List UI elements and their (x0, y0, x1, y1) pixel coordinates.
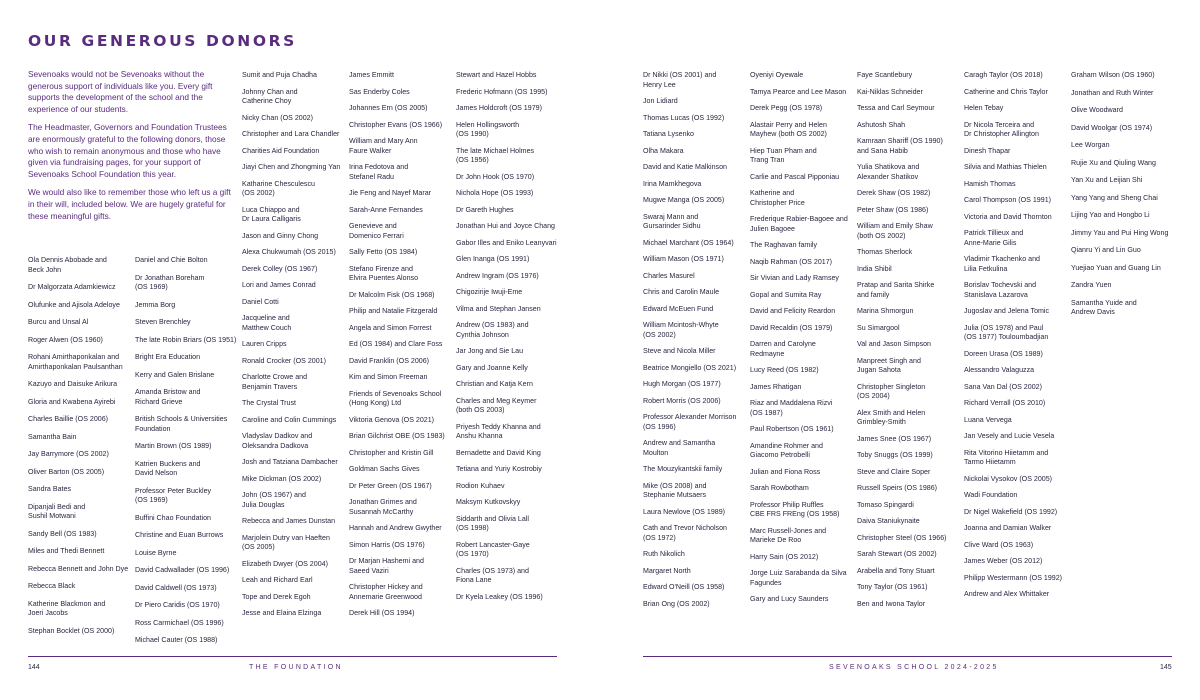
donor-entry: Helen Tebay (964, 104, 1004, 112)
page-number-left: 144 (28, 664, 40, 671)
page-number-right: 145 (1160, 664, 1172, 671)
donor-entry: Lucy Reed (OS 1982) (750, 366, 819, 374)
donor-entry: Derek Shaw (OS 1982) (857, 189, 931, 197)
donor-entry: Katherine Blackmon and Joeri Jacobs (28, 599, 106, 617)
donor-entry: Jemma Borg (135, 300, 176, 309)
donor-entry: Wadi Foundation (964, 491, 1018, 499)
donor-entry: Manpreet Singh and Jugan Sahota (857, 356, 921, 374)
donor-entry: Stewart and Hazel Hobbs (456, 71, 537, 79)
donor-entry: Amanda Bristow and Richard Grieve (135, 388, 201, 406)
donor-entry: Jar Jong and Sie Lau (456, 347, 524, 355)
donor-entry: Dr Gareth Hughes (456, 205, 514, 214)
donor-entry: Val and Jason Simpson (857, 340, 932, 348)
donor-entry: Brian Gilchrist OBE (OS 1983) (349, 432, 445, 440)
donor-entry: Jan Vesely and Lucie Vesela (964, 432, 1055, 440)
donor-entry: David Woolgar (OS 1974) (1071, 123, 1153, 132)
donor-entry: Christopher Evans (OS 1966) (349, 120, 443, 129)
donor-entry: David and Katie Malkinson (643, 163, 727, 171)
donor-entry: Jesse and Elaina Elzinga (242, 609, 322, 617)
donor-entry: Brian Ong (OS 2002) (643, 599, 710, 608)
donor-entry: Borislav Tochevski and Stanislava Lazarova (964, 281, 1037, 299)
donor-entry: Andrew and Alex Whittaker (964, 590, 1050, 598)
donor-entry: Marjolein Dutry van Haeften (OS 2005) (242, 533, 330, 551)
donor-entry: Carlie and Pascal Pipponiau (750, 172, 840, 181)
donor-entry: Julia (OS 1978) and Paul (OS 1977) Touloumbadjian (964, 323, 1049, 341)
donor-entry: Dr Peter Green (OS 1967) (349, 481, 432, 490)
donor-entry: Gary and Lucy Saunders (750, 595, 829, 603)
footer-publication-label: SEVENOAKS SCHOOL 2024-2025 (829, 664, 999, 671)
donor-entry: Charles and Meg Keymer (both OS 2003) (456, 396, 537, 414)
donor-entry: Jimmy Yau and Pui Hing Wong (1071, 228, 1169, 237)
donor-entry: Hugh Morgan (OS 1977) (643, 380, 721, 388)
donor-entry: Jonathan and Ruth Winter (1071, 88, 1154, 97)
donor-entry: Edward O'Neill (OS 1958) (643, 583, 725, 591)
donor-entry: James Weber (OS 2012) (964, 557, 1043, 565)
donor-entry: Ross Carmichael (OS 1996) (135, 618, 224, 627)
donor-entry: Richard Verrall (OS 2010) (964, 399, 1046, 407)
donor-entry: Cath and Trevor Nicholson (OS 1972) (643, 524, 727, 542)
donor-entry: Kerry and Galen Brislane (135, 370, 215, 379)
donor-entry: Helen Hollingsworth (OS 1990) (456, 120, 520, 138)
donor-entry: Christopher and Kristin Gill (349, 448, 434, 457)
donor-entry: Sandy Bell (OS 1983) (28, 529, 97, 538)
donor-entry: Jon Lidiard (643, 97, 678, 105)
donor-entry: Mike Dickman (OS 2002) (242, 474, 322, 483)
donor-entry: Michael Cauter (OS 1988) (135, 636, 218, 644)
donor-entry: Sumit and Puja Chadha (242, 71, 317, 79)
donor-entry: Rujie Xu and Qiuling Wang (1071, 158, 1156, 167)
donor-entry: Louise Byrne (135, 548, 177, 557)
donor-entry: John (OS 1967) and Julia Douglas (242, 491, 306, 509)
donor-entry: Priyesh Teddy Khanna and Anshu Khanna (456, 422, 541, 440)
donor-entry: Dr Nikki (OS 2001) and Henry Lee (643, 71, 717, 89)
donor-entry: David Cadwallader (OS 1996) (135, 566, 230, 574)
donor-entry: Laura Newlove (OS 1989) (643, 507, 726, 516)
donor-column (750, 71, 853, 612)
donor-entry: Joanna and Damian Walker (964, 524, 1052, 532)
donor-entry: Rebecca Black (28, 582, 76, 590)
donor-entry: Tessa and Carl Seymour (857, 104, 935, 112)
donor-entry: Ruth Nikolich (643, 550, 685, 558)
donor-entry: Graham Wilson (OS 1960) (1071, 71, 1155, 79)
donor-entry: Johnny Chan and Catherine Choy (242, 87, 298, 105)
donor-entry: Gloria and Kwabena Ayirebi (28, 397, 116, 406)
intro-paragraph: The Headmaster, Governors and Foundation Trustees are enormously grateful to the following donors, those who wish to remain anonymous and those who have given via fundraising pages, for your support of Sevenoaks School Foundation this year. (28, 122, 227, 179)
donor-entry: Rodion Kuhaev (456, 481, 505, 490)
donor-entry: Caragh Taylor (OS 2018) (964, 71, 1043, 79)
donor-entry: Su Simargool (857, 323, 900, 332)
donor-entry: Kai-Niklas Schneider (857, 87, 923, 96)
donor-entry: Sir Vivian and Lady Ramsey (750, 274, 839, 282)
donor-entry: Elizabeth Dwyer (OS 2004) (242, 559, 328, 568)
donor-entry: David Caldwell (OS 1973) (135, 583, 217, 592)
donor-entry: Siddarth and Olivia Lall (OS 1998) (456, 514, 529, 532)
donor-column (857, 71, 960, 616)
donor-entry: Katrien Buckens and David Nelson (135, 459, 201, 477)
donor-entry: Samantha Yuide and Andrew Davis (1071, 298, 1137, 316)
donor-entry: Lee Worgan (1071, 141, 1110, 149)
donor-entry: Harry Sain (OS 2012) (750, 552, 819, 561)
donor-entry: Rebecca Bennett and John Dye (28, 564, 129, 573)
donor-entry: Frederic Hofmann (OS 1995) (456, 87, 548, 96)
donor-entry: Josh and Tatziana Dambacher (242, 458, 338, 466)
donor-entry: Angela and Simon Forrest (349, 323, 432, 332)
donor-entry: Margaret North (643, 566, 691, 575)
footer-section-label: THE FOUNDATION (249, 664, 343, 671)
donor-entry: Irina Fedotova and Stefanel Radu (349, 163, 409, 181)
donor-entry: Dr Kyela Leakey (OS 1996) (456, 592, 543, 601)
donor-entry: Tatiana Lysenko (643, 130, 695, 138)
donor-entry: Burcu and Unsal Al (28, 318, 89, 326)
donor-entry: Caroline and Colin Cummings (242, 415, 337, 424)
donor-entry: Charlotte Crowe and Benjamin Travers (242, 373, 308, 391)
donor-entry: Yang Yang and Sheng Chai (1071, 193, 1158, 202)
donor-entry: Ola Dennis Abobade and Beck John (28, 256, 107, 274)
donor-entry: Christopher Hickey and Annemarie Greenwood (349, 583, 423, 601)
donor-entry: Sarah-Anne Fernandes (349, 205, 423, 214)
donor-entry: Daiva Staniukynaite (857, 517, 920, 525)
donor-column (28, 256, 131, 644)
donor-entry: Olha Makara (643, 146, 684, 155)
donor-entry: Thomas Sherlock (857, 248, 913, 256)
donor-entry: Jonathan Hui and Joyce Chang (456, 222, 555, 230)
donor-entry: India Shibil (857, 264, 892, 273)
donor-entry: Sas Enderby Coles (349, 87, 410, 96)
donor-entry: Katherine and Christopher Price (750, 189, 805, 207)
donor-entry: Christopher Steel (OS 1966) (857, 533, 947, 542)
donor-entry: Lijing Yao and Hongbo Li (1071, 211, 1150, 219)
donor-entry: Dr Nigel Wakefield (OS 1992) (964, 507, 1058, 516)
donor-entry: James Emmitt (349, 71, 394, 79)
donor-entry: Jacqueline and Matthew Couch (242, 314, 292, 332)
donor-entry: Robert Morris (OS 2006) (643, 396, 721, 405)
donor-entry: Olufunke and Ajisola Adeloye (28, 300, 120, 309)
donor-column (242, 71, 345, 626)
donor-entry: Mugwe Manga (OS 2005) (643, 196, 725, 204)
donor-entry: Christine and Euan Burrows (135, 531, 224, 539)
donor-entry: Charities Aid Foundation (242, 146, 320, 155)
donor-entry: Marina Shmorgun (857, 307, 914, 315)
donor-entry: Andrew and Samantha Moulton (643, 439, 716, 457)
donor-column (349, 71, 452, 626)
donor-entry: Faye Scantlebury (857, 71, 913, 79)
donor-entry: Thomas Lucas (OS 1992) (643, 113, 725, 122)
donor-entry: Christopher Singleton (OS 2004) (857, 382, 926, 400)
donor-entry: James Rhatigan (750, 382, 802, 391)
donor-entry: Swaraj Mann and Gursarinder Sidhu (643, 212, 701, 230)
donor-entry: Gopal and Sumita Ray (750, 290, 822, 299)
donor-column (456, 71, 559, 609)
donor-entry: Professor Alexander Morrison (OS 1996) (643, 413, 737, 431)
donor-entry: The Raghavan family (750, 241, 818, 249)
donor-entry: Silvia and Mathias Thielen (964, 163, 1047, 171)
donor-entry: Bernadette and David King (456, 448, 541, 457)
donor-entry: Chris and Carolin Maule (643, 288, 720, 296)
donor-entry: James Snee (OS 1967) (857, 434, 932, 443)
donor-entry: Michael Marchant (OS 1964) (643, 238, 734, 247)
donor-entry: Maksym Kutkovskyy (456, 498, 521, 506)
donor-entry: Jie Feng and Nayef Marar (349, 189, 432, 197)
donor-entry: Sally Fetto (OS 1984) (349, 248, 418, 256)
donor-entry: Patrick Tillieux and Anne-Marie Gilis (964, 229, 1024, 247)
donor-entry: Leah and Richard Earl (242, 576, 313, 584)
donor-entry: Genevieve and Domenico Ferrari (349, 222, 404, 240)
donor-entry: Johannes Ern (OS 2005) (349, 104, 428, 112)
donor-entry: Steve and Nicola Miller (643, 347, 716, 355)
donor-entry: Naqib Rahman (OS 2017) (750, 257, 833, 266)
donor-entry: Russell Speirs (OS 1986) (857, 484, 938, 492)
donor-entry: Stephan Bocklet (OS 2000) (28, 626, 115, 635)
donor-entry: Gabor Illes and Eniko Leanyvari (456, 238, 557, 247)
donor-column (643, 71, 746, 616)
donor-entry: Goldman Sachs Gives (349, 465, 420, 473)
donor-entry: Marc Russell-Jones and Marieke De Roo (750, 526, 827, 544)
page-title: OUR GENEROUS DONORS (28, 32, 297, 50)
donor-entry: Nicky Chan (OS 2002) (242, 113, 313, 122)
donor-entry: Irina Mamkhegova (643, 179, 702, 188)
footer-divider-right (643, 656, 1172, 657)
donor-entry: Chigozirije Iwuji-Eme (456, 288, 523, 296)
donor-entry: Kazuyo and Daisuke Arikura (28, 380, 118, 388)
donor-entry: Dr Malcolm Fisk (OS 1968) (349, 290, 435, 299)
donor-entry: The late Robin Briars (OS 1951) (135, 335, 237, 344)
donor-entry: Jorge Luiz Sarabanda da Silva Fagundes (750, 569, 847, 587)
donor-entry: Charles Masurel (643, 271, 695, 280)
donor-entry: Ronald Crocker (OS 2001) (242, 356, 326, 365)
donor-entry: Sarah Stewart (OS 2002) (857, 550, 937, 558)
donor-entry: Luca Chiappo and Dr Laura Calligaris (242, 205, 301, 223)
donor-entry: Tope and Derek Egoh (242, 592, 311, 601)
donor-entry: Rebecca and James Dunstan (242, 517, 336, 525)
donor-entry: Dr Malgorzata Adamkiewicz (28, 283, 116, 291)
donor-entry: Sana Van Dal (OS 2002) (964, 382, 1042, 391)
donor-entry: Andrew (OS 1983) and Cynthia Johnson (456, 321, 529, 339)
donor-entry: Gary and Joanne Kelly (456, 363, 528, 372)
intro-text (28, 69, 236, 229)
intro-paragraph: Sevenoaks would not be Sevenoaks without the generous support of individuals like you. Every gift supports the development of the school and the experience of our students. (28, 69, 213, 114)
donor-entry: James Holdcroft (OS 1979) (456, 104, 542, 112)
donor-entry: Jonathan Grimes and Susannah McCarthy (349, 498, 417, 516)
donor-entry: Paul Robertson (OS 1961) (750, 425, 834, 433)
donor-entry: Professor Philip Ruffles CBE FRS FREng (OS 1958) (750, 500, 840, 518)
donor-entry: Sarah Rowbotham (750, 484, 809, 492)
donor-entry: Steve and Claire Soper (857, 467, 931, 476)
donor-entry: Buffini Chao Foundation (135, 513, 211, 522)
donor-entry: Tomaso Spingardi (857, 500, 914, 509)
donor-entry: Philipp Westermann (OS 1992) (964, 573, 1063, 582)
donor-entry: Catherine and Chris Taylor (964, 87, 1048, 96)
donor-entry: Alex Smith and Helen Grimbley-Smith (857, 408, 926, 426)
donor-entry: The late Michael Holmes (OS 1956) (456, 146, 535, 164)
donor-entry: The Crystal Trust (242, 399, 297, 407)
donor-entry: Mike (OS 2008) and Stephanie Mutsaers (643, 481, 707, 499)
donor-entry: David and Felicity Reardon (750, 307, 836, 315)
donor-entry: Hamish Thomas (964, 179, 1016, 188)
donor-entry: Peter Shaw (OS 1986) (857, 205, 929, 214)
footer-divider-left (28, 656, 557, 657)
donor-entry: Steven Brenchley (135, 318, 191, 326)
donor-entry: William Mcintosh-Whyte (OS 2002) (643, 321, 719, 339)
donor-entry: Alexa Chukwumah (OS 2015) (242, 248, 336, 256)
donor-entry: Dr Jonathan Boreham (OS 1969) (135, 273, 205, 291)
donor-entry: Sandra Bates (28, 485, 71, 493)
donor-entry: Kamraan Shariff (OS 1990) and Sana Habib (857, 137, 943, 155)
intro-paragraph: We would also like to remember those who left us a gift in their will, included below. We are hugely grateful for these meaningful gifts. (28, 187, 231, 221)
donor-entry: Jiayi Chen and Zhongming Yan (242, 163, 341, 171)
donor-entry: Vladyslav Dadkov and Oleksandra Dadkova (242, 432, 313, 450)
donor-entry: Stefano Firenze and Elvira Puentes Alonso (349, 264, 419, 282)
donor-entry: Derek Pegg (OS 1978) (750, 104, 823, 112)
donor-entry: Roger Alwen (OS 1960) (28, 335, 103, 344)
donor-entry: Pratap and Sarita Shirke and family (857, 281, 935, 299)
donor-entry: Riaz and Maddalena Rizvi (OS 1987) (750, 399, 833, 417)
donor-entry: Clive Ward (OS 1963) (964, 540, 1034, 549)
donor-entry: Tetiana and Yuriy Kostrobiy (456, 465, 542, 473)
donor-entry: Yuejiao Yuan and Guang Lin (1071, 263, 1161, 272)
donor-entry: Frederique Rabier-Bagoee and Julien Bagoee (750, 215, 848, 233)
donor-entry: Jay Barrymore (OS 2002) (28, 450, 109, 458)
donor-entry: Ashutosh Shah (857, 120, 906, 129)
donor-entry: Tamya Pearce and Lee Mason (750, 87, 847, 96)
donor-entry: David Recaldin (OS 1979) (750, 323, 833, 332)
donor-entry: Alessandro Valaguzza (964, 366, 1035, 374)
donor-entry: Lauren Cripps (242, 340, 287, 348)
donor-entry: Yan Xu and Leijian Shi (1071, 176, 1143, 184)
donor-entry: Derek Colley (OS 1967) (242, 264, 318, 273)
donor-entry: Miles and Thedi Bennett (28, 547, 105, 555)
donor-entry: Philip and Natalie Fitzgerald (349, 307, 438, 315)
donor-entry: Doreen Urasa (OS 1989) (964, 349, 1043, 358)
donor-entry: The Mouzykantskii family (643, 465, 723, 473)
donor-entry: Ed (OS 1984) and Clare Foss (349, 340, 443, 348)
donor-entry: David Franklin (OS 2006) (349, 356, 430, 365)
donor-entry: Rita Vitorino Hiietamm and Tarmo Hiietamm (964, 448, 1049, 466)
donor-entry: Dr John Hook (OS 1970) (456, 172, 535, 181)
donor-entry: Tony Taylor (OS 1961) (857, 583, 928, 591)
donor-entry: William Mason (OS 1971) (643, 255, 724, 263)
donor-entry: Christopher and Lara Chandler (242, 130, 340, 138)
donor-entry: Hiep Tuan Pham and Trang Tran (750, 146, 817, 164)
donor-entry: Martin Brown (OS 1989) (135, 442, 212, 450)
donor-entry: Oliver Barton (OS 2005) (28, 467, 105, 476)
donor-entry: Ben and Iwona Taylor (857, 599, 926, 608)
donor-entry: Kim and Simon Freeman (349, 373, 428, 381)
donor-entry: Glen Inanga (OS 1991) (456, 255, 530, 263)
donor-entry: Dr Nicola Terceira and Dr Christopher Allington (964, 120, 1039, 138)
donor-column (135, 256, 238, 654)
donor-entry: Viktoria Genova (OS 2021) (349, 415, 435, 424)
donor-entry: Daniel and Chie Bolton (135, 256, 208, 264)
donor-entry: Dr Piero Caridis (OS 1970) (135, 601, 220, 609)
donor-entry: Robert Lancaster-Gaye (OS 1970) (456, 540, 530, 558)
donor-entry: Julian and Fiona Ross (750, 467, 821, 476)
donor-column (1071, 71, 1174, 326)
donor-entry: Charles Baillie (OS 2006) (28, 415, 109, 423)
donor-entry: Professor Peter Buckley (OS 1969) (135, 486, 212, 504)
donor-entry: Beatrice Mongiello (OS 2021) (643, 363, 737, 372)
donor-entry: Dr Marjan Hashemi and Saeed Vaziri (349, 557, 424, 575)
donor-entry: Victoria and David Thornton (964, 212, 1052, 221)
donor-entry: Oyeniyi Oyewale (750, 71, 804, 79)
donor-entry: Qianru Yi and Lin Guo (1071, 246, 1141, 254)
donor-entry: Amandine Rohmer and Giacomo Petrobelli (750, 441, 823, 459)
donor-entry: Jason and Ginny Chong (242, 231, 319, 240)
donor-entry: William and Mary Ann Faure Walker (349, 137, 418, 155)
donor-entry: Samantha Bain (28, 432, 77, 441)
donor-entry: Arabella and Tony Stuart (857, 566, 935, 575)
donor-entry: British Schools & Universities Foundation (135, 415, 228, 433)
donor-entry: Vladimir Tkachenko and Lilia Fetkulina (964, 255, 1040, 273)
donor-entry: Olive Woodward (1071, 106, 1123, 114)
donor-entry: Jugoslav and Jelena Tomic (964, 307, 1050, 315)
donor-entry: Luana Vervega (964, 415, 1012, 424)
donor-entry: Dinesh Thapar (964, 146, 1011, 155)
donor-entry: Zandra Yuen (1071, 281, 1112, 289)
donor-entry: Daniel Cotti (242, 297, 279, 306)
donor-entry: Friends of Sevenoaks School (Hong Kong) Ltd (349, 389, 442, 407)
donor-entry: Vilma and Stephan Jansen (456, 304, 541, 313)
donor-entry: William and Emily Shaw (both OS 2002) (857, 222, 933, 240)
donor-entry: Darren and Carolyne Redmayne (750, 340, 816, 358)
donor-entry: Toby Snuggs (OS 1999) (857, 451, 933, 459)
donor-entry: Alastair Perry and Helen Mayhew (both OS 2002) (750, 120, 827, 138)
donor-entry: Hannah and Andrew Gwyther (349, 524, 442, 532)
donor-entry: Simon Harris (OS 1976) (349, 540, 425, 549)
donor-column (964, 71, 1067, 607)
donor-entry: Katharine Chesculescu (OS 2002) (242, 179, 315, 197)
donor-entry: Edward McEuen Fund (643, 304, 714, 313)
donor-entry: Charles (OS 1973) and Fiona Lane (456, 566, 529, 584)
donor-entry: Christian and Katja Kern (456, 380, 533, 388)
donor-entry: Nichola Hope (OS 1993) (456, 189, 534, 197)
donor-entry: Dipanjali Bedi and Sushil Motwani (28, 502, 86, 520)
donor-entry: Bright Era Education (135, 353, 201, 361)
donor-entry: Carol Thompson (OS 1991) (964, 196, 1052, 204)
donor-entry: Rohani Amirthaponkalan and Amirthaponkalan Paulsanthan (28, 353, 123, 371)
donor-entry: Lori and James Conrad (242, 281, 316, 289)
donor-entry: Derek Hill (OS 1994) (349, 609, 415, 617)
donor-entry: Nickolai Vysokov (OS 2005) (964, 474, 1053, 483)
donor-entry: Yulia Shatikova and Alexander Shatikov (857, 163, 920, 181)
donor-entry: Andrew Ingram (OS 1976) (456, 271, 539, 280)
